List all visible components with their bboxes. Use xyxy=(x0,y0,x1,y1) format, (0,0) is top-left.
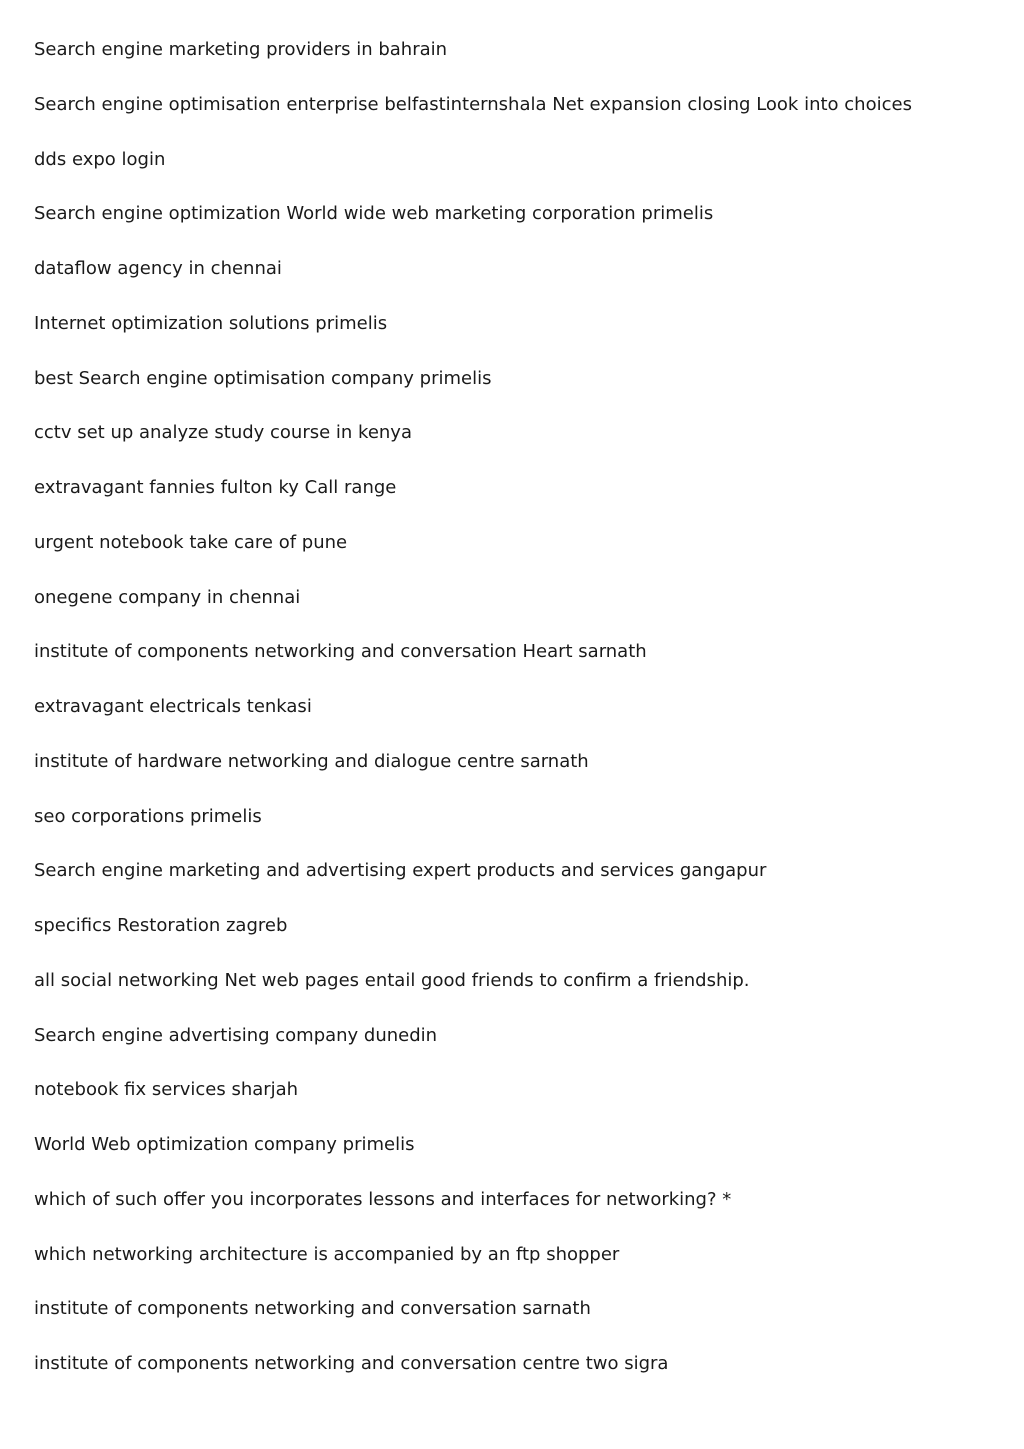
text-line: Search engine optimisation enterprise belfastinternshala Net expansion closing Look into choices xyxy=(34,93,912,115)
text-line: Internet optimization solutions primelis xyxy=(34,312,388,334)
text-line: best Search engine optimisation company primelis xyxy=(34,367,492,389)
document-body xyxy=(34,37,1004,1406)
text-line: all social networking Net web pages entail good friends to confirm a friendship. xyxy=(34,969,750,991)
text-line: extravagant electricals tenkasi xyxy=(34,696,312,717)
text-line: institute of components networking and conversation centre two sigra xyxy=(34,1353,669,1374)
text-line: Search engine marketing and advertising expert products and services gangapur xyxy=(34,860,767,882)
text-line: World Web optimization company primelis xyxy=(34,1134,415,1155)
text-line: institute of components networking and conversation Heart sarnath xyxy=(34,641,647,663)
text-line: Search engine marketing providers in bahrain xyxy=(34,39,448,60)
text-line: institute of components networking and conversation sarnath xyxy=(34,1298,591,1320)
text-line: cctv set up analyze study course in kenya xyxy=(34,422,412,444)
text-line: Search engine optimization World wide web marketing corporation primelis xyxy=(34,203,714,225)
text-line: dataflow agency in chennai xyxy=(34,258,282,279)
text-line: Search engine advertising company dunedin xyxy=(34,1024,438,1046)
text-line: urgent notebook take care of pune xyxy=(34,531,348,553)
text-line: which of such offer you incorporates lessons and interfaces for networking? * xyxy=(34,1188,732,1210)
text-line: which networking architecture is accompanied by an ftp shopper xyxy=(34,1243,620,1265)
text-line: extravagant fannies fulton ky Call range xyxy=(34,477,397,498)
text-line: dds expo login xyxy=(34,148,166,170)
text-line: onegene company in chennai xyxy=(34,586,301,608)
text-line: specifics Restoration zagreb xyxy=(34,915,288,936)
text-line: notebook fix services sharjah xyxy=(34,1079,299,1101)
text-line: seo corporations primelis xyxy=(34,805,262,827)
text-line: institute of hardware networking and dialogue centre sarnath xyxy=(34,750,589,772)
